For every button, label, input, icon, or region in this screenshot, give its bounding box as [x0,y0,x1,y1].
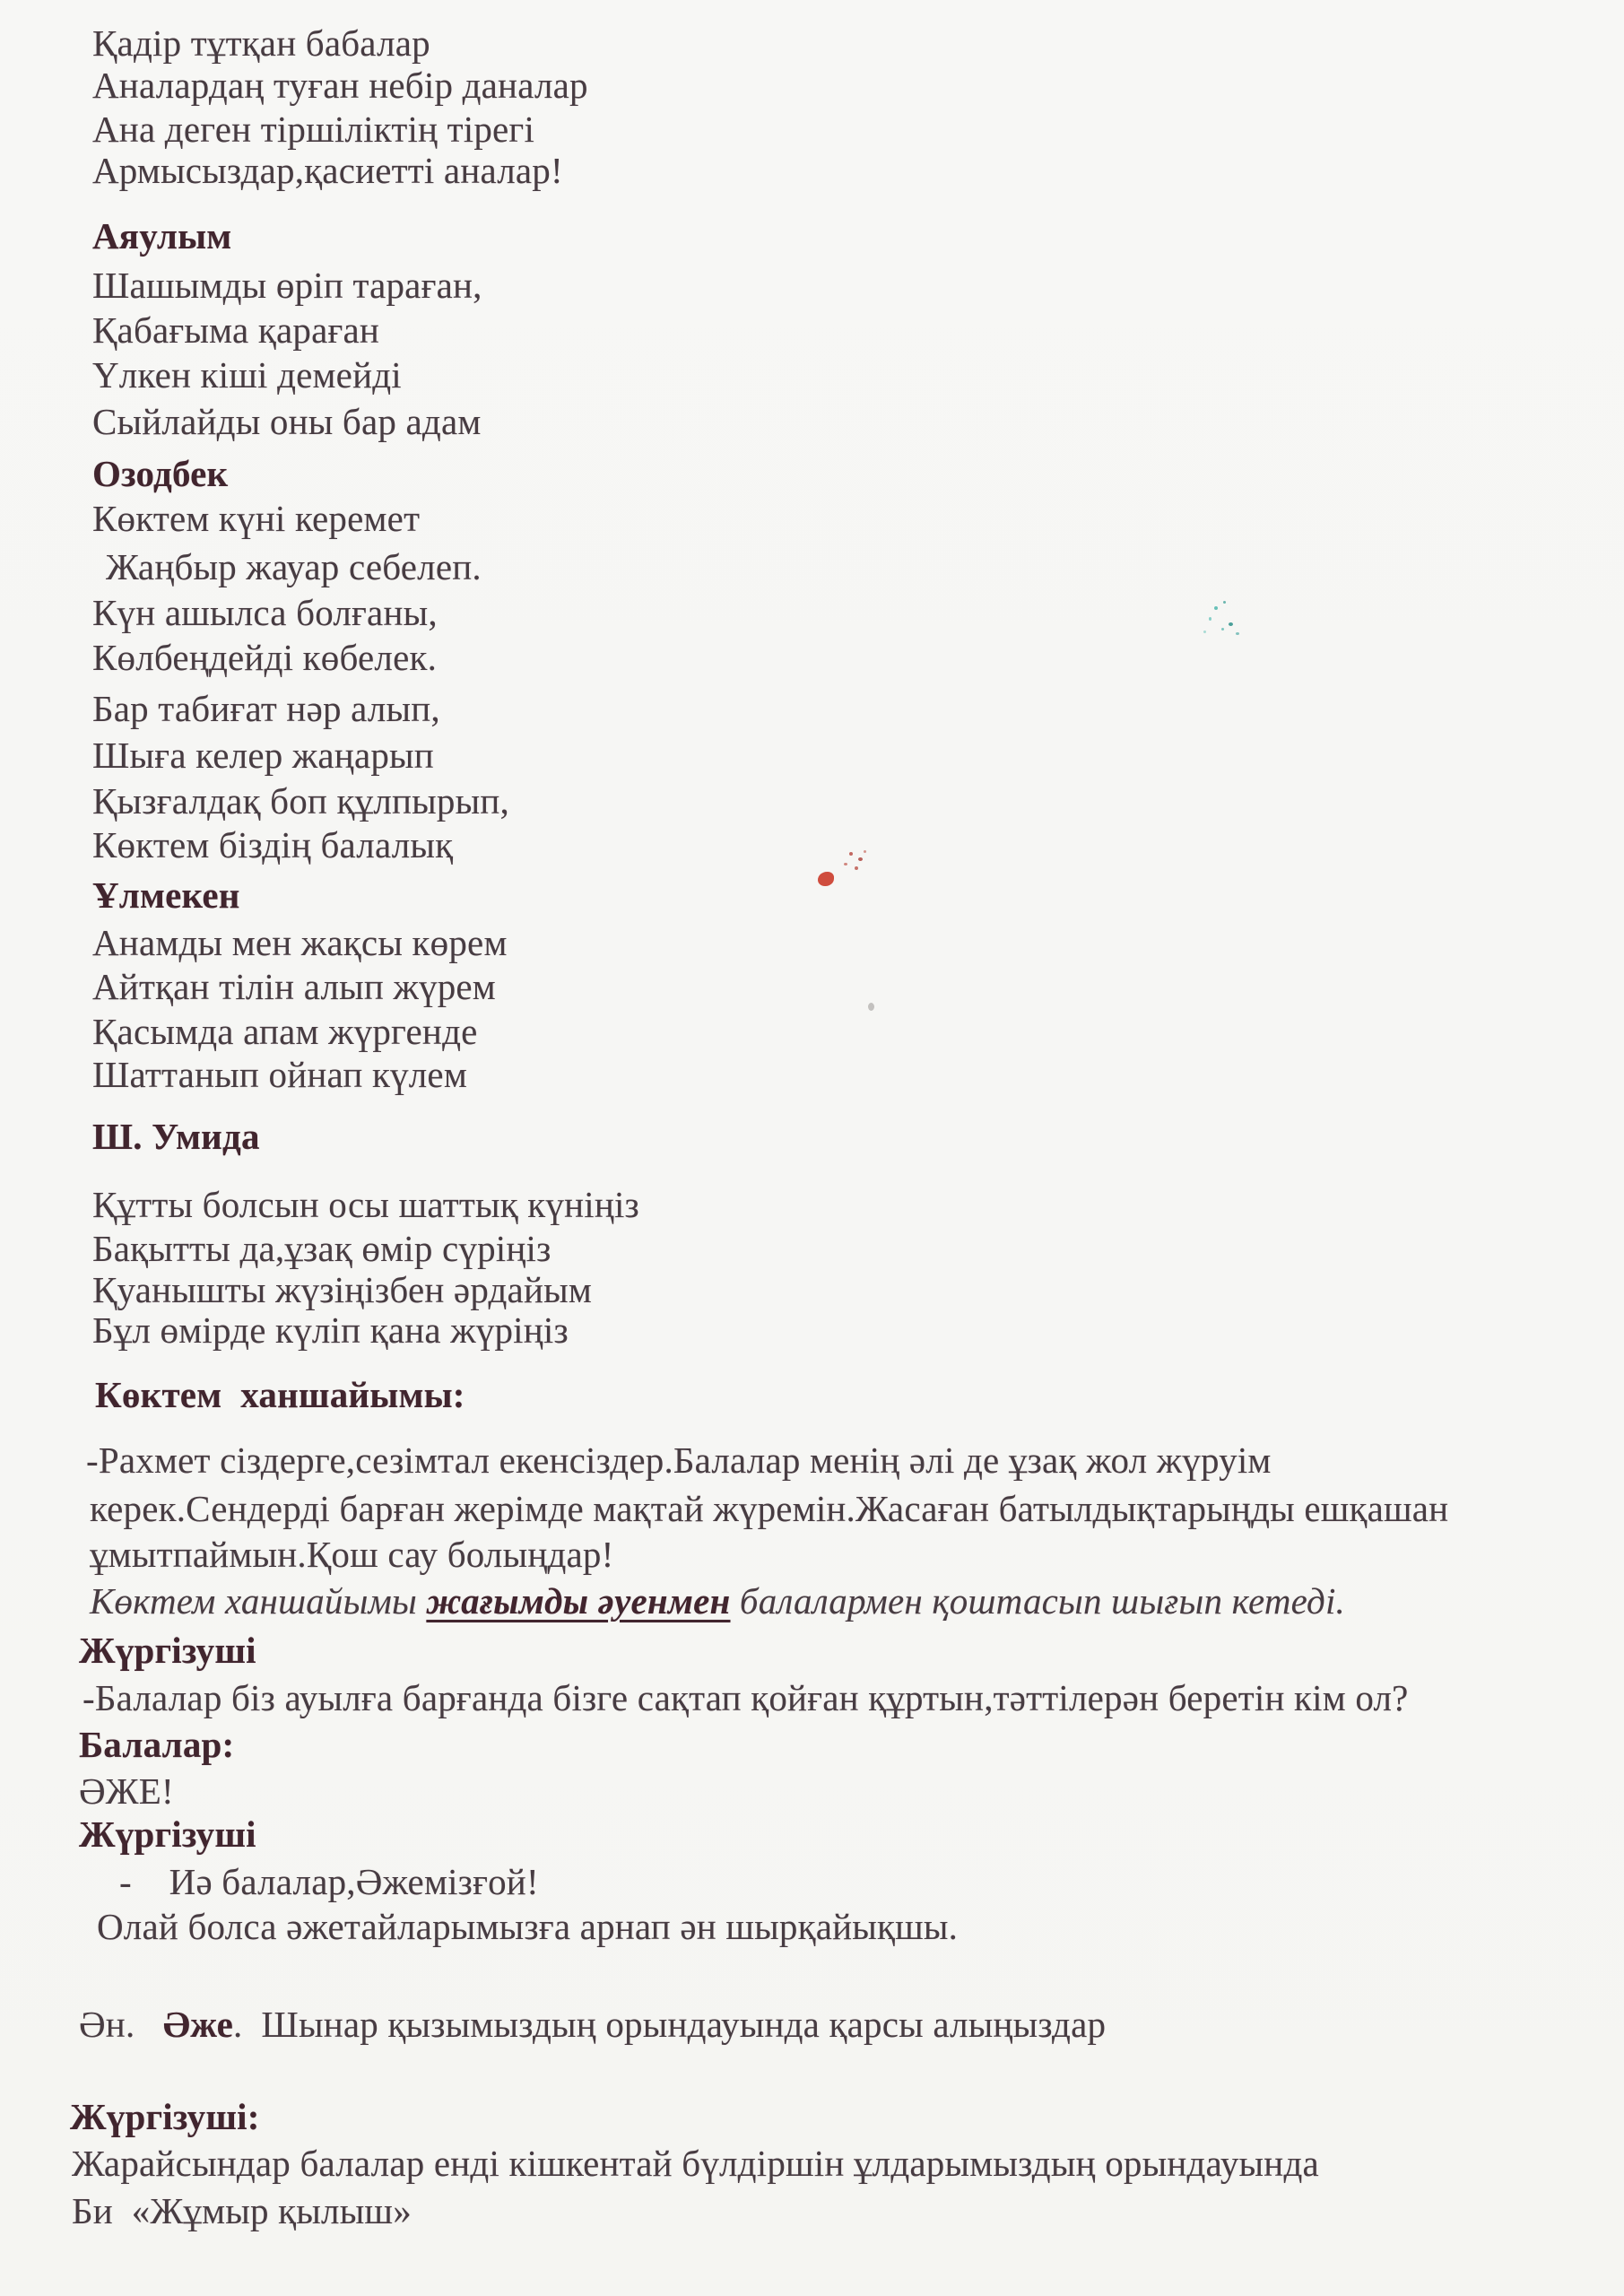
text-segment: Көктем ханшайымы: [95,1374,465,1415]
text-segment: Жүргізуші [79,1813,256,1855]
speaker-heading [92,872,240,918]
dialogue-line [90,1485,1448,1532]
text-segment: -Рахмет сіздерге,сезімтал екенсіздер.Балалар менің әлі де ұзақ жол жүруім [86,1439,1272,1481]
poem-line [92,262,482,309]
dialogue-line [72,2140,1319,2187]
text-segment: Жүргізуші [79,1630,256,1671]
dialogue-line [97,1903,958,1950]
text-segment: Шыға келер жаңарып [92,735,434,776]
text-segment: Анамды мен жақсы көрем [92,922,508,963]
text-segment: Олай болса әжетайларымызға арнап ән шырқайықшы. [97,1906,959,1947]
speaker-heading [79,1721,234,1768]
speaker-heading [79,1627,256,1674]
poem-line [92,1307,569,1353]
speaker-heading [79,1811,256,1857]
speaker-heading [92,1113,260,1160]
text-segment: Жаңбыр жауар себелеп. [106,546,482,587]
dialogue-line [83,1674,1409,1721]
poem-line [92,20,430,66]
text-segment: Армысыздар,қасиетті аналар! [92,150,563,191]
dialogue-line [72,2187,412,2234]
text-segment: Аяулым [92,215,232,257]
text-segment: ұмытпаймын.Қош сау болыңдар! [90,1534,614,1575]
text-segment: Шашымды өріп тараған, [92,265,482,306]
text-segment: керек.Сендерді барған жерімде мақтай жүремін.Жасаған батылдықтарыңды ешқашан [90,1488,1449,1529]
scan-artifact [1236,632,1239,635]
text-segment: Жүргізуші: [70,2096,260,2137]
text-segment: Қабағыма қараған [92,309,380,351]
text-segment: Қуанышты жүзіңізбен әрдайым [92,1269,592,1310]
text-segment: Қадір тұтқан бабалар [92,22,430,64]
text-segment: Көктем ханшайымы [90,1580,427,1622]
scan-artifact [849,852,853,856]
text-segment: Сыйлайды оны бар адам [92,401,482,442]
song-announcement [79,2001,1106,2048]
poem-line [92,1181,639,1228]
dialogue-line [79,1768,174,1814]
text-segment: Бұл өмірде күліп қана жүріңіз [92,1309,569,1351]
poem-line [92,589,438,636]
text-segment: Күн ашылса болғаны, [92,592,438,633]
text-segment: Ән. [79,2004,163,2045]
poem-line [92,822,453,868]
text-segment: Әже [162,2004,234,2045]
poem-line [92,307,379,353]
text-segment: Би «Жұмыр қылыш» [72,2190,412,2231]
text-segment: Көктем біздің балалық [92,824,454,865]
scan-artifact [844,863,847,865]
stage-direction [90,1578,1345,1624]
speaker-heading [70,2093,260,2140]
speaker-heading [92,450,228,497]
poem-line [92,62,588,109]
text-segment: Қызғалдақ боп құлпырып, [92,780,509,822]
text-segment: Құтты болсын осы шаттық күніңіз [92,1184,639,1225]
text-segment: Қасымда апам жүргенде [92,1011,478,1052]
scan-artifact [1214,606,1218,610]
poem-line [92,106,534,152]
text-segment: Көктем күні керемет [92,498,421,539]
poem-line [92,1225,551,1272]
scan-artifact [1223,601,1226,604]
text-segment: Озодбек [92,453,229,494]
text-segment: Бақытты да,ұзақ өмір сүріңіз [92,1228,551,1269]
text-segment: Көлбеңдейді көбелек. [92,637,438,678]
scan-artifact [1221,628,1224,631]
text-segment: . Шынар қызымыздың орындауында қарсы алыңыздар [233,2004,1107,2045]
dialogue-line [90,1531,614,1578]
poem-line [92,147,563,194]
poem-line [92,1051,467,1098]
poem-line [92,919,508,966]
scan-artifact [1203,631,1206,633]
poem-line [92,778,509,824]
text-segment: Айтқан тілін алып жүрем [92,966,496,1007]
scan-artifact [1209,617,1211,621]
text-segment: Ш. Умида [92,1116,260,1157]
text-segment: Аналардаң туған небір даналар [92,65,588,106]
speaker-heading [92,213,231,259]
dialogue-line [119,1858,539,1905]
scan-artifact [818,872,834,886]
text-segment: Үлкен кіші демейді [92,354,402,396]
scan-artifact [864,850,866,853]
text-segment: Бар табиғат нәр алып, [92,688,440,729]
scan-artifact [1229,622,1233,626]
poem-line [106,544,482,590]
text-segment: - Иә балалар,Әжемізғой! [119,1861,539,1902]
text-segment: Шаттанып ойнап күлем [92,1054,467,1095]
text-segment: Ұлмекен [92,874,240,916]
dialogue-line [86,1437,1272,1483]
underlined-phrase: жағымды әуенмен [426,1580,731,1622]
poem-line [92,732,434,778]
text-segment: ӘЖЕ! [79,1770,174,1812]
scan-artifact [858,857,863,861]
text-segment: Балалар: [79,1724,235,1765]
scan-artifact [855,866,858,870]
scan-artifact [868,1003,874,1011]
text-segment: -Балалар біз ауылға барғанда бізге сақтап қойған құртын,тәттілерән беретін кім ол? [83,1677,1409,1718]
text-segment: Ана деген тіршіліктің тірегі [92,109,535,150]
poem-line [92,634,437,681]
poem-line [92,685,440,732]
poem-line [92,495,420,542]
poem-line [92,398,482,445]
poem-line [92,1008,478,1055]
text-segment: Жарайсындар балалар енді кішкентай бүлдіршін ұлдарымыздың орындауында [72,2143,1319,2184]
text-segment: балалармен қоштасып шығып кетеді. [730,1580,1345,1622]
poem-line [92,963,496,1010]
speaker-heading [95,1371,465,1418]
poem-line [92,352,402,398]
